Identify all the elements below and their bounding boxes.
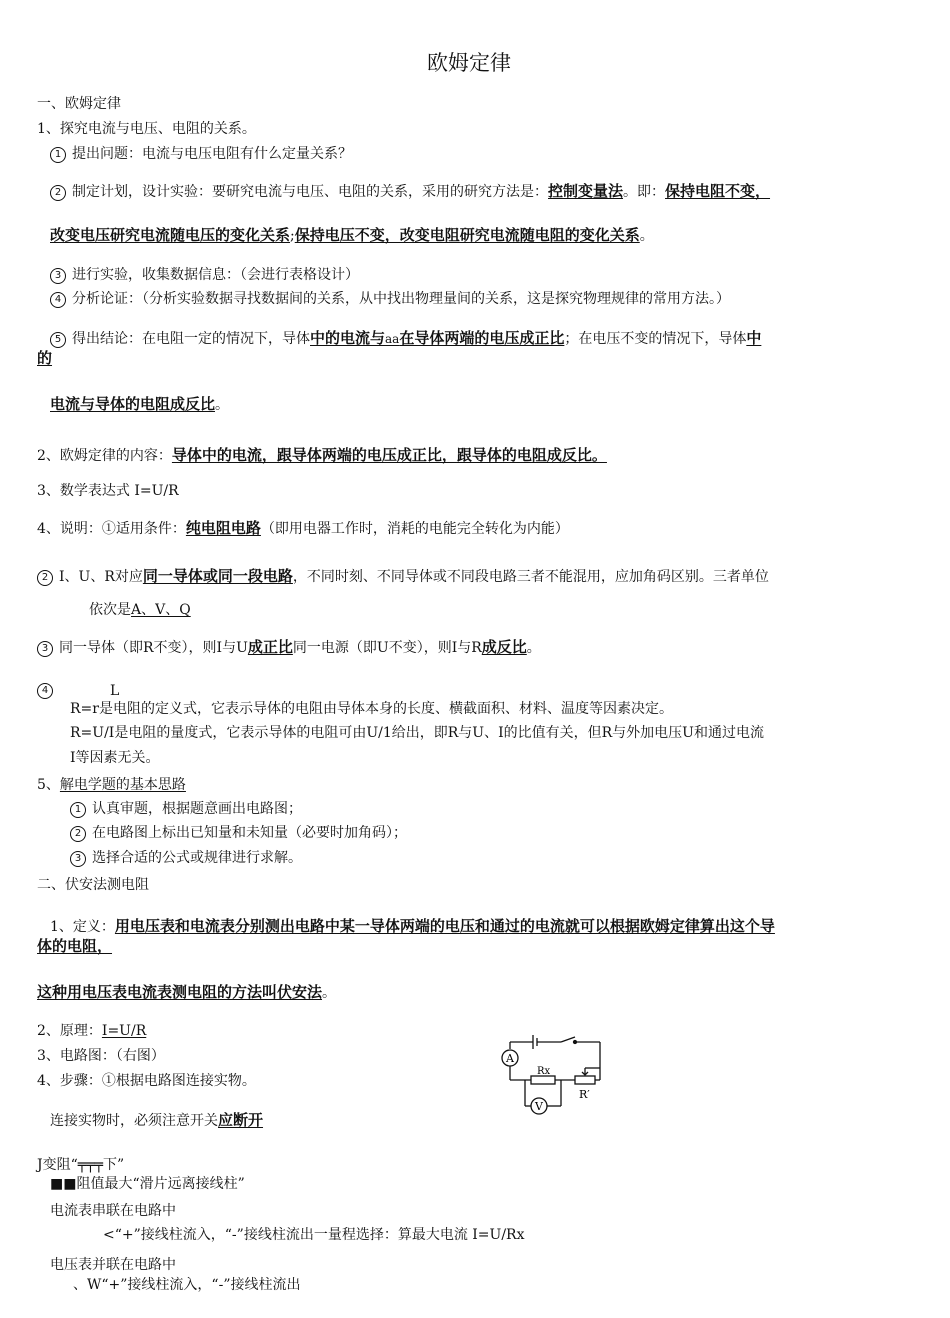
circled-number-t2: 2: [70, 826, 86, 842]
note-4-L: L: [110, 683, 120, 699]
circled-number-1: 1: [50, 147, 66, 163]
square-bullets-icon: ■■: [50, 1176, 77, 1192]
ammeter-label: A: [506, 1052, 514, 1065]
section-2-heading: 二、伏安法测电阻: [37, 877, 149, 893]
note-4-line-2: R=U/I是电阻的量度式，它表示导体的电阻可由U/1给出，即R与U、I的比值有关，但R与外加电压U和通过电流: [70, 725, 764, 741]
circled-number-3b: 3: [37, 641, 53, 657]
ammeter-line: 电流表串联在电路中: [50, 1203, 176, 1219]
step-5-continued: 电流与导体的电阻成反比。: [50, 395, 230, 413]
method-term: 控制变量法: [548, 182, 624, 200]
note-4-line-3: I等因素无关。: [70, 750, 160, 766]
diagram-label: 3、电路图：（右图）: [37, 1048, 165, 1064]
page-title: 欧姆定律: [427, 51, 511, 75]
step-4: 4 分析论证：（分析实验数据寻找数据间的关系，从中找出物理量间的关系，这是探究物理规律的常用方法。）: [50, 290, 730, 308]
voltmeter-detail: 、W“+”接线柱流入，“-”接线柱流出: [73, 1277, 301, 1293]
circled-number-t1: 1: [70, 802, 86, 818]
note-4-marker: [37, 681, 59, 699]
circuit-diagram: [495, 1032, 607, 1118]
note-2: 2 I、U、R对应同一导体或同一段电路，不同时刻、不同导体或不同段电路三者不能混用，应加角码区别。三者单位: [37, 567, 769, 586]
definition-wrap: 体的电阻，: [37, 937, 113, 955]
note-4-line-1: R=r是电阻的定义式，它表示导体的电阻由导体本身的长度、横截面积、材料、温度等因素决定。: [70, 701, 673, 717]
steps: 4、步骤：①根据电路图连接实物。: [37, 1073, 256, 1089]
circled-number-4b: 4: [37, 683, 53, 699]
definition-continued: 这种用电压表电流表测电阻的方法叫伏安法。: [37, 983, 337, 1001]
note-3: 3 同一导体（即R不变），则I与U成正比同一电源（即U不变），则I与R成反比。: [37, 638, 541, 657]
item-3: 3、数学表达式 I=U/R: [37, 483, 179, 499]
item-4: 4、说明：①适用条件：纯电阻电路（即用电器工作时，消耗的电能完全转化为内能）: [37, 519, 569, 537]
circled-number-3: 3: [50, 268, 66, 284]
item-2: 2、欧姆定律的内容：导体中的电流，跟导体两端的电压成正比，跟导体的电阻成反比。: [37, 446, 607, 464]
circled-number-2b: 2: [37, 570, 53, 586]
step-3: 3 进行实验，收集数据信息：（会进行表格设计）: [50, 266, 359, 284]
step-2: 2 制定计划，设计实验：要研究电流与电压、电阻的关系，采用的研究方法是：控制变量法。即：保持电阻不变，: [50, 182, 770, 201]
note-2-continued: 依次是A、V、Q: [89, 602, 191, 618]
ammeter-detail: <“+”接线柱流入，“-”接线柱流出一量程选择：算最大电流 I=U/Rx: [103, 1227, 525, 1243]
tip-3: 3 选择合适的公式或规律进行求解。: [70, 849, 302, 867]
item-5: 5、解电学题的基本思路: [37, 777, 186, 793]
definition: 1、定义：用电压表和电流表分别测出电路中某一导体两端的电压和通过的电流就可以根据欧姆定律算出这个导: [50, 917, 775, 935]
voltmeter-line: 电压表并联在电路中: [50, 1257, 176, 1273]
rheostat-line: J变阻“╤╤╤下”: [37, 1157, 125, 1173]
tip-1: 1 认真审题，根据题意画出电路图；: [70, 800, 302, 818]
tip-2: 2 在电路图上标出已知量和未知量（必要时加角码）；: [70, 824, 407, 842]
circled-number-2: 2: [50, 185, 66, 201]
step-5-wrap: 的: [37, 349, 53, 367]
principle: 2、原理：I=U/R: [37, 1023, 147, 1039]
connect-note: 连接实物时，必须注意开关应断开: [50, 1111, 264, 1129]
step-5: 5 得出结论：在电阻一定的情况下，导体中的电流与aa在导体两端的电压成正比；在电压不变的情况下，导体中: [50, 329, 761, 348]
voltmeter-label: V: [535, 1100, 543, 1113]
circled-number-5: 5: [50, 332, 66, 348]
item-1: 1、探究电流与电压、电阻的关系。: [37, 121, 256, 137]
circled-number-4: 4: [50, 292, 66, 308]
rprime-label: R′: [579, 1088, 590, 1101]
rheostat-max: ■■阻值最大“滑片远离接线柱”: [50, 1176, 245, 1192]
rx-label: Rx: [537, 1066, 551, 1077]
circled-number-t3: 3: [70, 851, 86, 867]
section-1-heading: 一、欧姆定律: [37, 96, 121, 112]
step-1: 1 提出问题：电流与电压电阻有什么定量关系？: [50, 145, 352, 163]
step-2-continued: 改变电压研究电流随电压的变化关系;保持电压不变，改变电阻研究电流随电阻的变化关系。: [50, 226, 654, 244]
